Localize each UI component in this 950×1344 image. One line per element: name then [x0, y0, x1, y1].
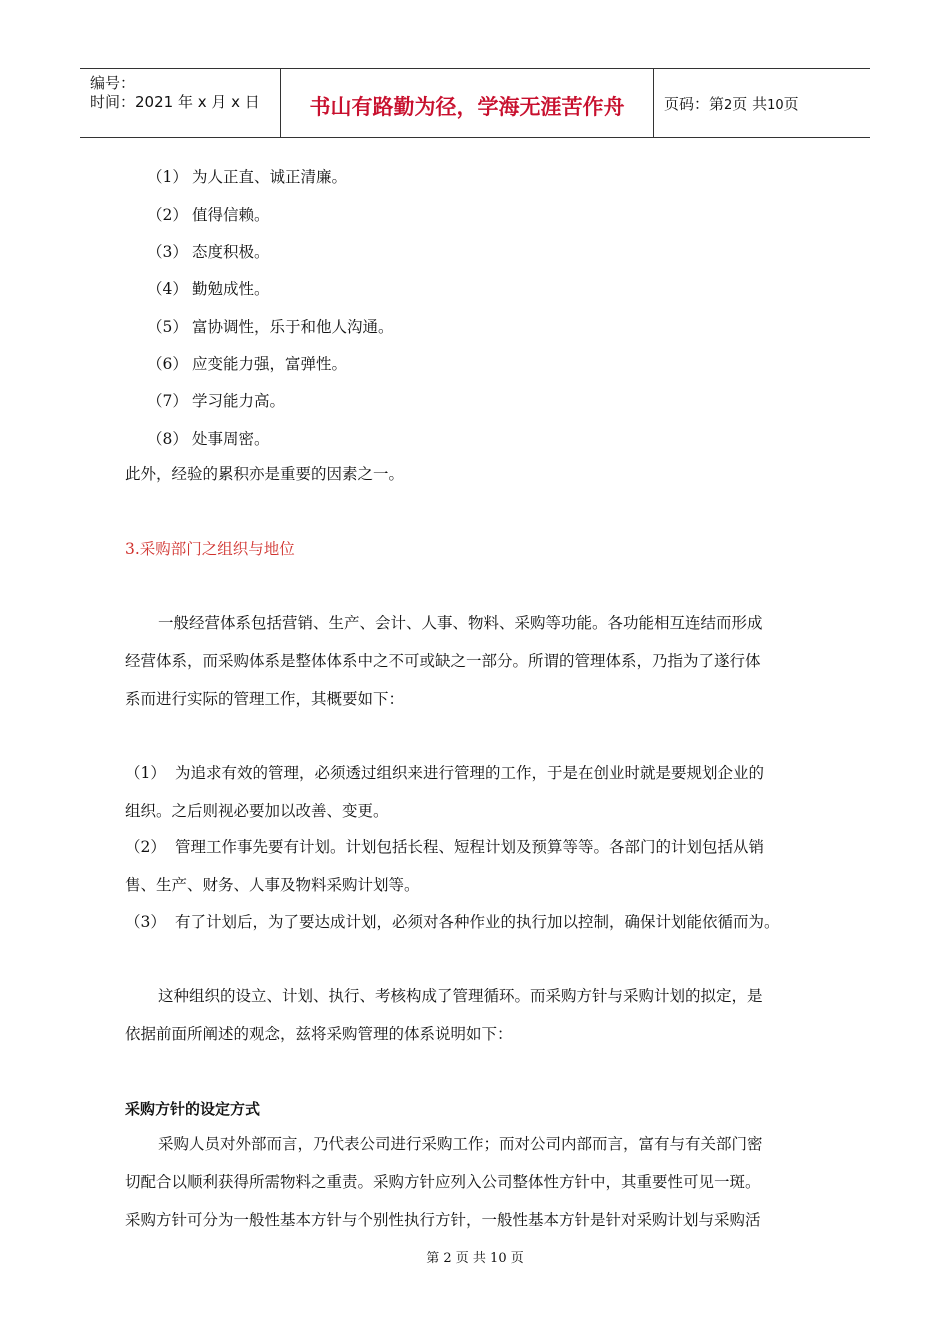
quality-item	[147, 165, 347, 187]
item-text: 为人正直、诚正清廉。	[192, 168, 348, 186]
management-point	[125, 828, 825, 904]
quality-item	[147, 277, 270, 299]
item-number: （7）	[147, 392, 188, 410]
item-number: （6）	[147, 355, 188, 373]
page-footer: 第 2 页 共 10 页	[426, 1251, 524, 1266]
item-number: （3）	[147, 243, 188, 261]
header-motto-cell	[281, 69, 654, 137]
management-point	[125, 903, 825, 941]
item-text: 值得信赖。	[192, 206, 270, 224]
text-line: 切配合以顺利获得所需物料之重责。采购方针应列入公司整体性方针中，其重要性可见一斑。	[125, 1173, 761, 1191]
item-text: 应变能力强，富弹性。	[192, 355, 348, 373]
header-page-cell	[654, 69, 870, 137]
item-number: （2）	[147, 206, 188, 224]
section-heading: 3.采购部门之组织与地位	[125, 540, 295, 558]
quality-item	[147, 240, 270, 262]
document-header	[80, 68, 870, 138]
policy-heading: 采购方针的设定方式	[125, 1100, 261, 1118]
intro-paragraph	[125, 604, 815, 718]
policy-paragraph	[125, 1125, 815, 1239]
text-line: 一般经营体系包括营销、生产、会计、人事、物料、采购等功能。各功能相互连结而形成	[158, 614, 763, 632]
quality-item	[147, 315, 394, 337]
item-text: 态度积极。	[192, 243, 270, 261]
text-line: 组织。之后则视必要加以改善、变更。	[125, 802, 389, 820]
page-prefix: 页码：第	[664, 95, 725, 113]
point-number: （2）	[125, 838, 166, 856]
item-number: （4）	[147, 280, 188, 298]
page-total: 10	[767, 98, 784, 113]
text-line: 管理工作事先要有计划。计划包括长程、短程计划及预算等等。各部门的计划包括从销	[175, 838, 765, 856]
quality-item	[147, 352, 347, 374]
text-line: 这种组织的设立、计划、执行、考核构成了管理循环。而采购方针与采购计划的拟定，是	[158, 987, 763, 1005]
page-indicator	[664, 93, 799, 114]
page-num: 2	[724, 98, 733, 113]
page-suffix: 页	[783, 95, 799, 113]
text-line: 为追求有效的管理，必须透过组织来进行管理的工作，于是在创业时就是要规划企业的	[175, 764, 765, 782]
point-number: （1）	[125, 764, 166, 782]
quality-item	[147, 427, 270, 449]
text-line: 售、生产、财务、人事及物料采购计划等。	[125, 876, 420, 894]
time-label: 时间：2021 年 x 月 x 日	[90, 93, 260, 111]
item-text: 富协调性，乐于和他人沟通。	[192, 318, 394, 336]
motto: 书山有路勤为径，学海无涯苦作舟	[309, 95, 625, 119]
management-point	[125, 754, 825, 830]
experience-note: 此外，经验的累积亦是重要的因素之一。	[125, 465, 405, 483]
text-line: 系而进行实际的管理工作，其概要如下：	[125, 690, 405, 708]
text-line: 有了计划后，为了要达成计划，必须对各种作业的执行加以控制，确保计划能依循而为。	[175, 913, 780, 931]
item-text: 勤勉成性。	[192, 280, 270, 298]
text-line: 依据前面所阐述的观念，兹将采购管理的体系说明如下：	[125, 1025, 513, 1043]
item-number: （5）	[147, 318, 188, 336]
item-number: （1）	[147, 168, 188, 186]
page-mid: 页 共	[732, 95, 768, 113]
number-label: 编号：	[90, 74, 136, 92]
header-meta	[80, 69, 281, 137]
text-line: 采购人员对外部而言，乃代表公司进行采购工作；而对公司内部而言，富有与有关部门密	[158, 1135, 763, 1153]
text-line: 采购方针可分为一般性基本方针与个别性执行方针，一般性基本方针是针对采购计划与采购活	[125, 1211, 761, 1229]
quality-item	[147, 203, 270, 225]
point-number: （3）	[125, 913, 166, 931]
item-text: 处事周密。	[192, 430, 270, 448]
quality-item	[147, 389, 285, 411]
item-text: 学习能力高。	[192, 392, 286, 410]
item-number: （8）	[147, 430, 188, 448]
cycle-paragraph	[125, 977, 815, 1053]
text-line: 经营体系，而采购体系是整体体系中之不可或缺之一部分。所谓的管理体系，乃指为了遂行体	[125, 652, 761, 670]
